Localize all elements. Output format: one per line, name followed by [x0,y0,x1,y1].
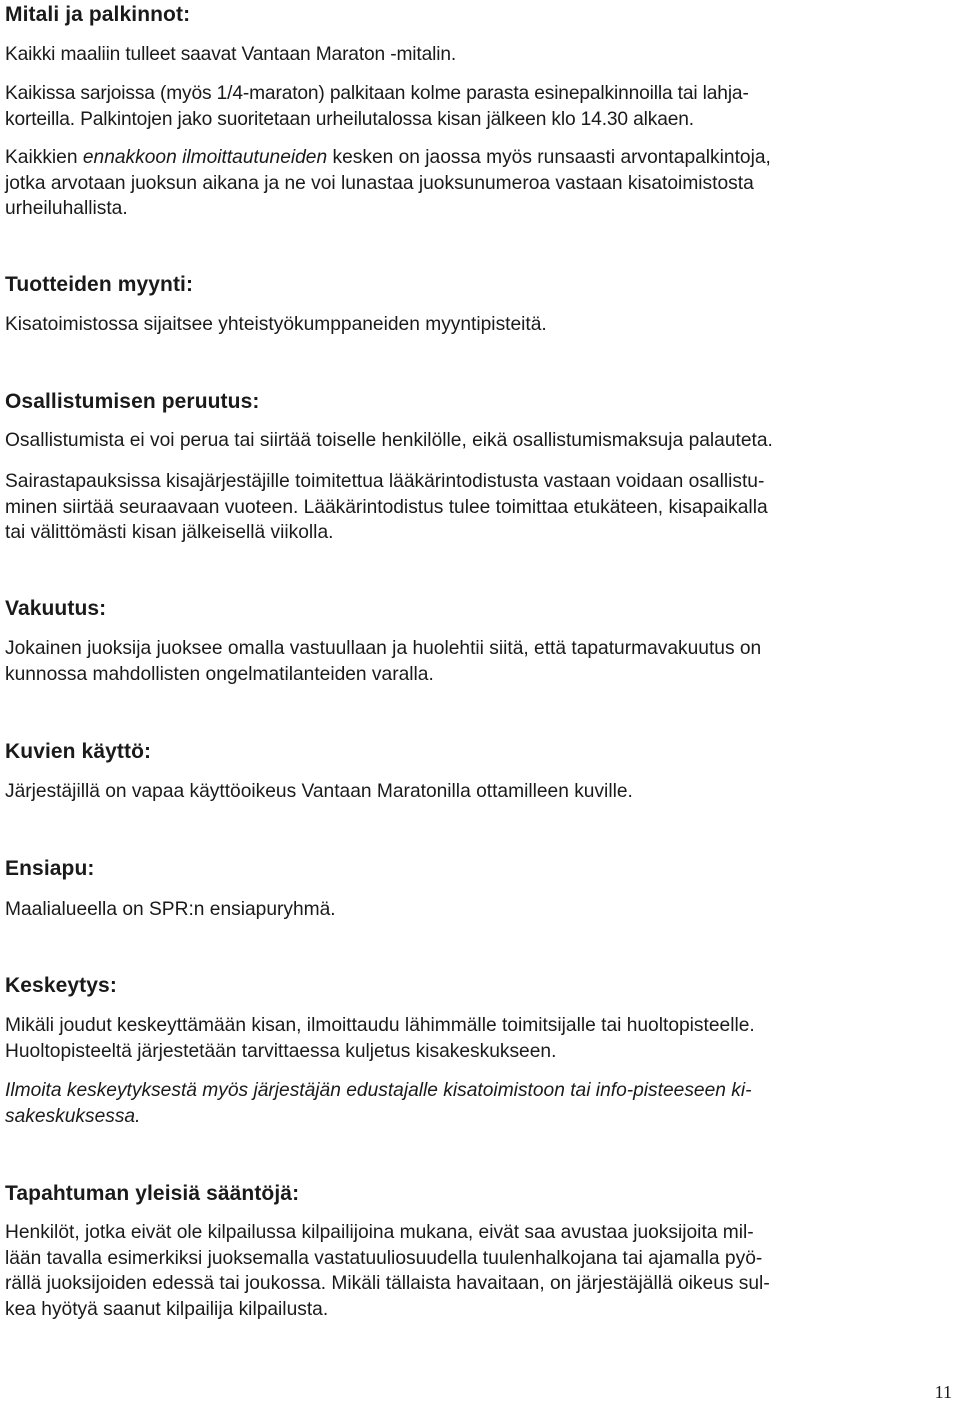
section-heading-vakuutus: Vakuutus: [5,597,107,620]
section-heading-keskeytys: Keskeytys: [5,974,117,997]
text-line: Sairastapauksissa kisajärjestäjille toimitettua lääkärintodistusta vastaan voidaan osallistu- [5,471,765,492]
text-line: lään tavalla esimerkiksi juoksemalla vastatuuliosuudella tuulenhalkojana tai ajamalla pyö- [5,1247,763,1269]
text-run: kesken on jaossa myös runsaasti arvontapalkintoja, [327,147,771,168]
section-heading-myynti: Tuotteiden myynti: [5,273,194,296]
section-heading-mitali: Mitali ja palkinnot: [5,3,191,26]
section-heading-ensiapu: Ensiapu: [5,857,95,880]
paragraph-mitali-1 [5,42,917,68]
paragraph-myynti-1 [5,312,917,338]
emphasis-text: ennakkoon ilmoittautuneiden [82,147,328,168]
section-heading-kuvien-kaytto: Kuvien käyttö: [5,740,152,763]
section-heading-saannot: Tapahtuman yleisiä sääntöjä: [5,1182,300,1205]
text-run: Kaikkien [5,147,83,168]
text-line: Kaikki maaliin tulleet saavat Vantaan Maraton -mitalin. [5,44,457,65]
text-line: Ilmoita keskeytyksestä myös järjestäjän edustajalle kisatoimistoon tai info-pisteeseen ki- [5,1080,752,1101]
text-line [5,145,917,171]
text-line: Järjestäjillä on vapaa käyttöoikeus Vantaan Maratonilla ottamilleen kuville. [5,781,633,802]
paragraph-keskeytys-1 [5,1013,917,1064]
paragraph-saannot-1 [5,1220,917,1322]
paragraph-keskeytys-2 [5,1078,917,1129]
text-line: kea hyötyä saanut kilpailija kilpailusta. [5,1298,329,1320]
text-line: rällä juoksijoiden edessä tai joukossa. Mikäli tällaista havaitaan, on järjestäjällä oikeus sul- [5,1273,770,1294]
text-line: kunnossa mahdollisten ongelmatilanteiden varalla. [5,663,434,685]
section-heading-peruutus: Osallistumisen peruutus: [5,390,260,413]
text-line: sakeskuksessa. [5,1105,141,1127]
text-line: Jokainen juoksija juoksee omalla vastuullaan ja huolehtii siitä, että tapaturmavakuutus on [5,638,762,659]
text-line: Osallistumista ei voi perua tai siirtää toiselle henkilölle, eikä osallistumismaksuja palauteta. [5,430,773,451]
paragraph-mitali-2 [5,81,917,132]
text-line: Mikäli joudut keskeyttämään kisan, ilmoittaudu lähimmälle toimitsijalle tai huoltopisteelle. [5,1015,755,1036]
text-line: Kaikissa sarjoissa (myös 1/4-maraton) palkitaan kolme parasta esinepalkinnoilla tai lahja- [5,83,749,104]
text-line: Henkilöt, jotka eivät ole kilpailussa kilpailijoina mukana, eivät saa avustaa juoksijoita mil- [5,1222,754,1243]
paragraph-mitali-3 [5,145,917,222]
paragraph-ensiapu-1 [5,897,917,923]
page-number: 11 [934,1382,952,1402]
text-line: korteilla. Palkintojen jako suoritetaan urheilutalossa kisan jälkeen klo 14.30 alkaen. [5,108,694,130]
text-line: minen siirtää seuraavaan vuoteen. Lääkärintodistus tulee toimittaa etukäteen, kisapaikalla [5,496,768,518]
text-line: urheiluhallista. [5,198,128,219]
paragraph-peruutus-2 [5,469,917,546]
paragraph-vakuutus-1 [5,636,917,687]
paragraph-kuvien-kaytto-1 [5,779,917,805]
paragraph-peruutus-1 [5,428,917,454]
text-line: tai välittömästi kisan jälkeisellä viikolla. [5,522,334,543]
text-line: Kisatoimistossa sijaitsee yhteistyökumppaneiden myyntipisteitä. [5,314,547,335]
text-line: jotka arvotaan juoksun aikana ja ne voi lunastaa juoksunumeroa vastaan kisatoimistosta [5,172,754,194]
text-line: Huoltopisteeltä järjestetään tarvittaessa kuljetus kisakeskukseen. [5,1040,557,1062]
text-line: Maalialueella on SPR:n ensiapuryhmä. [5,899,336,920]
